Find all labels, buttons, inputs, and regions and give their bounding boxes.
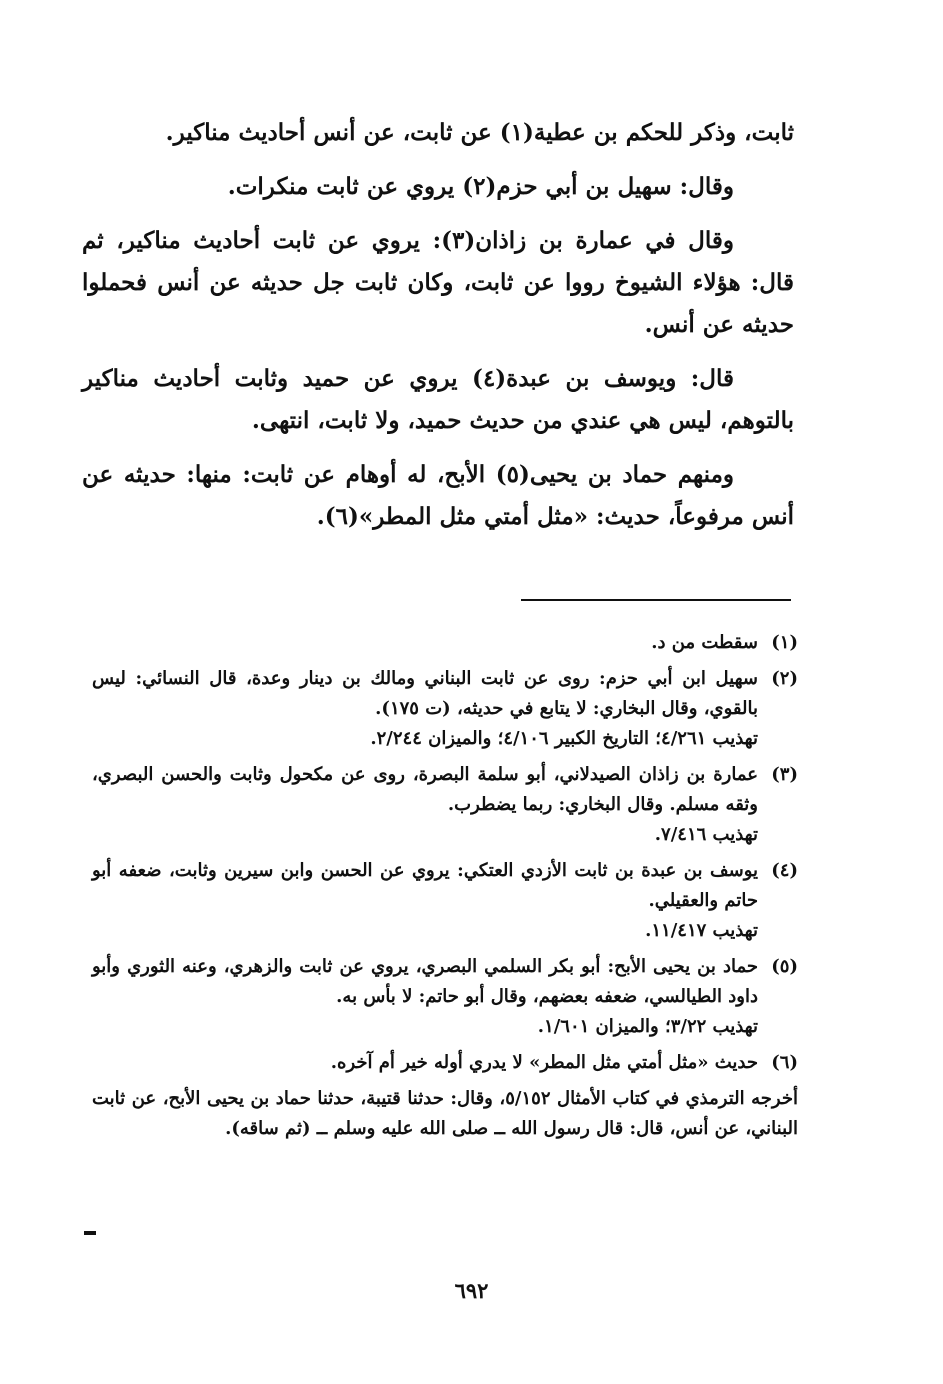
footnote-line: أخرجه الترمذي في كتاب الأمثال ٥/١٥٢، وقال: حدثنا قتيبة، حدثنا حماد بن يحيى الأبح، عن ثابت البناني، عن أنس، قال: قال رسول الله ــ صلى الله عليه وسلم ــ (ثم ساقه). [92, 1088, 798, 1139]
footnote-number: (١) [771, 632, 798, 653]
footnote-line: حماد بن يحيى الأبح: أبو بكر السلمي البصري، يروي عن ثابت والزهري، وعنه الثوري وأبو داود الطيالسي، ضعفه بعضهم، وقال أبو حاتم: لا بأس به. [92, 956, 758, 1007]
paragraph-2: وقال: سهيل بن أبي حزم(٢) يروي عن ثابت منكرات. [227, 173, 734, 200]
footnote-4 [92, 856, 798, 946]
footnote-line: تهذيب ٤/٢٦١؛ التاريخ الكبير ٤/١٠٦؛ والميزان ٢/٢٤٤. [370, 728, 758, 749]
footnote-number: (٥) [771, 956, 798, 977]
page-number: ٦٩٢ [454, 1278, 489, 1303]
footnote-line: تهذيب ٣/٢٢؛ والميزان ١/٦٠١. [537, 1016, 758, 1037]
main-text [82, 112, 794, 550]
footnote-6 [92, 1048, 798, 1078]
footnote-line: تهذيب ١١/٤١٧. [645, 920, 758, 941]
footnote-line: عمارة بن زاذان الصيدلاني، أبو سلمة البصرة، روى عن مكحول وثابت والحسن البصري، وثقه مسلم. وقال البخاري: ربما يضطرب. [92, 764, 758, 815]
paragraph-1: ثابت، وذكر للحكم بن عطية(١) عن ثابت، عن أنس أحاديث مناكير. [165, 119, 794, 146]
footnote-number: (٤) [771, 860, 798, 881]
footnote-3 [92, 760, 798, 850]
footnote-number: (٢) [771, 668, 798, 689]
footnote-separator [521, 599, 791, 601]
footnote-line: تهذيب ٧/٤١٦. [654, 824, 758, 845]
paragraph-3: وقال في عمارة بن زاذان(٣): يروي عن ثابت أحاديث مناكير، ثم قال: هؤلاء الشيوخ رووا عن ثابت، وكان ثابت جل حديثه عن أنس فحملوا حديثه عن أنس. [82, 227, 794, 338]
footnote-number: (٣) [771, 764, 798, 785]
footnote-number: (٦) [771, 1052, 798, 1073]
paragraph-4: قال: ويوسف بن عبدة(٤) يروي عن حميد وثابت أحاديث مناكير بالتوهم، ليس هي عندي من حديث حميد، ولا ثابت، انتهى. [82, 365, 794, 434]
paragraph-5: ومنهم حماد بن يحيى(٥) الأبح، له أوهام عن ثابت: منها: حديثه عن أنس مرفوعاً، حديث: «مثل أمتي مثل المطر»(٦). [82, 461, 794, 530]
footnote-line: سهيل ابن أبي حزم: روى عن ثابت البناني ومالك بن دينار وعدة، قال النسائي: ليس بالقوي، وقال البخاري: لا يتابع في حديثه، (ت ١٧٥). [92, 668, 758, 719]
end-mark [84, 1231, 96, 1235]
footnote-6-continuation [92, 1084, 798, 1144]
footnotes [92, 628, 798, 1144]
footnote-line: حديث «مثل أمتي مثل المطر» لا يدري أوله خير أم آخره. [330, 1052, 758, 1073]
footnote-2 [92, 664, 798, 754]
footnote-line: سقطت من د. [651, 632, 758, 653]
footnote-5 [92, 952, 798, 1042]
footnote-1 [92, 628, 798, 658]
footnote-line: يوسف بن عبدة بن ثابت الأزدي العتكي: يروي عن الحسن وابن سيرين وثابت، ضعفه أبو حاتم والعقيلي. [92, 860, 758, 911]
